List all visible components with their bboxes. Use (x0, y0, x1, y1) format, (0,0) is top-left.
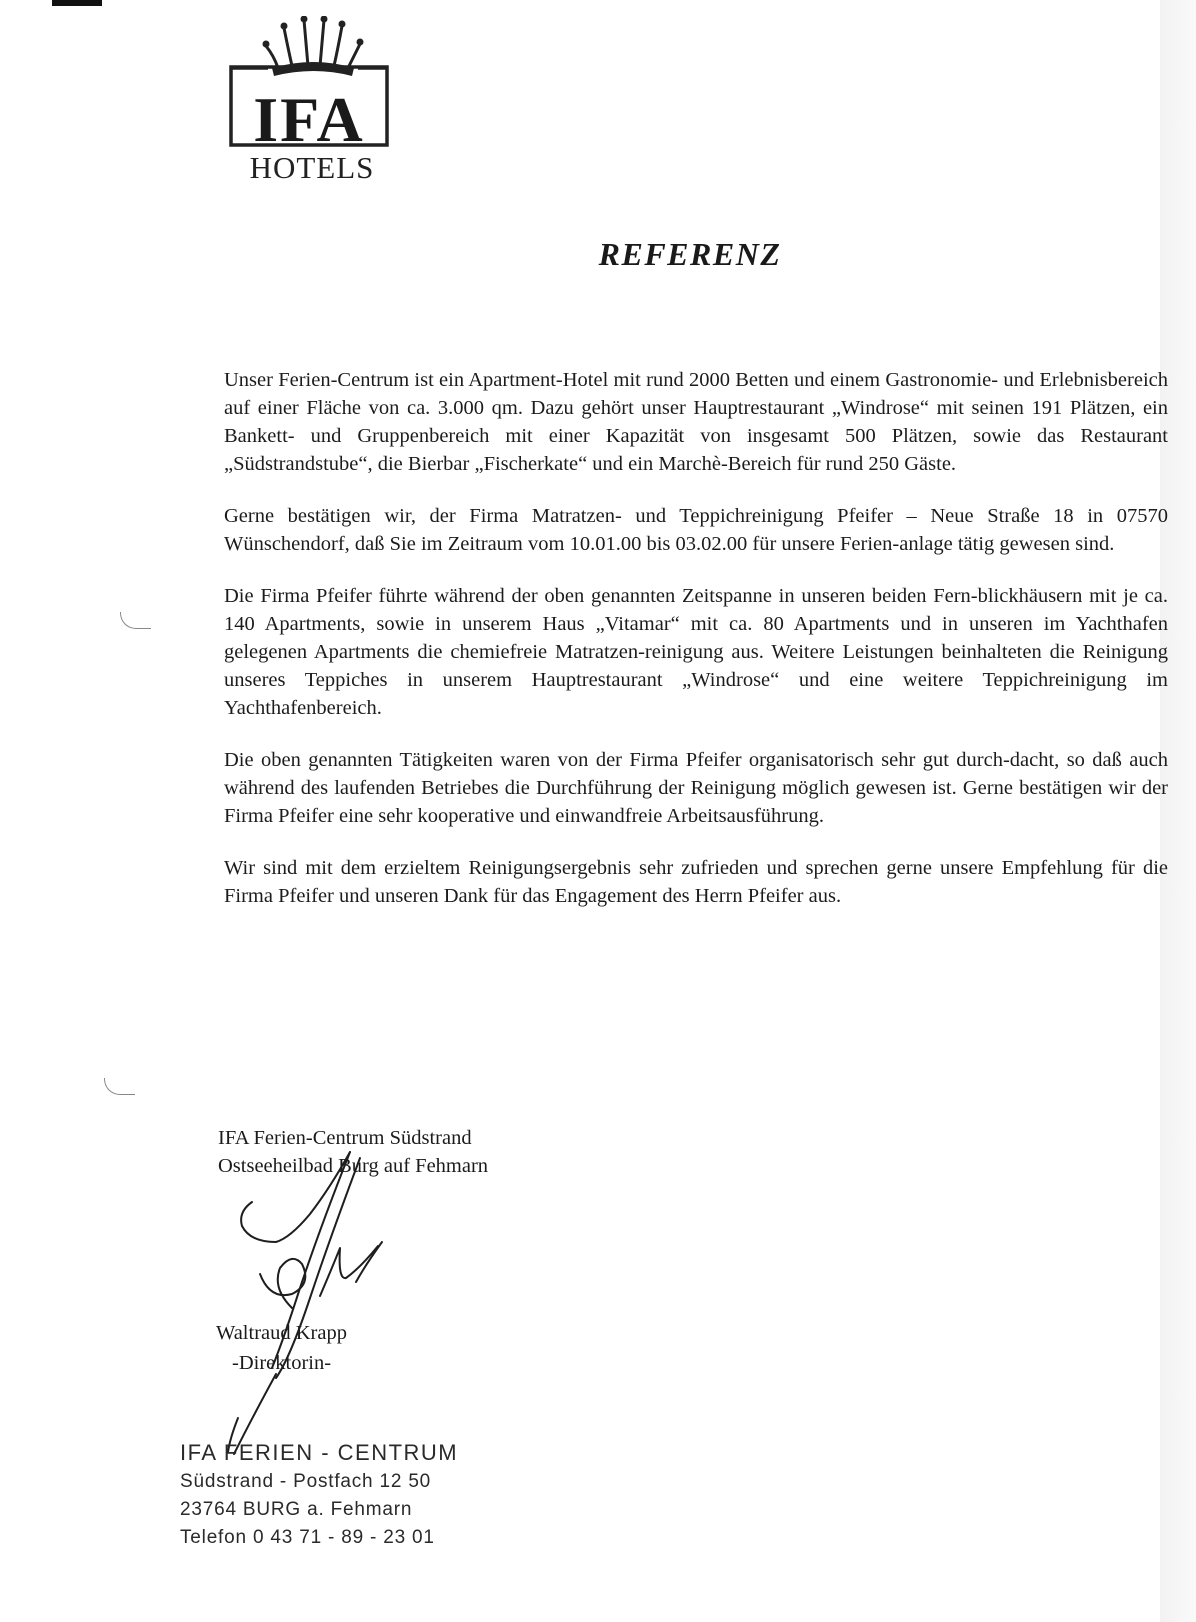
punch-hole-mark (120, 612, 151, 629)
closing-block (218, 1124, 488, 1180)
paragraph: Unser Ferien-Centrum ist ein Apartment-Hotel mit rund 2000 Betten und einem Gastronomie- und Erlebnisbereich auf einer Fläche von ca. 3.000 qm. Dazu gehört unser Hauptrestaurant „Windrose“ mit seinen 191 Plätzen, ein Bankett- und Gruppenbereich mit einer Kapazität von insgesamt 500 Plätzen, sowie das Restaurant „Südstrandstube“, die Bierbar „Fischerkate“ und ein Marchè-Bereich für rund 250 Gäste. (224, 369, 1168, 475)
letter-body (224, 366, 1168, 934)
logo-hotels-text: HOTELS (249, 150, 375, 185)
closing-line-2: Ostseeheilbad Burg auf Fehmarn (218, 1155, 489, 1177)
punch-hole-mark (104, 1078, 135, 1095)
company-stamp (180, 1438, 458, 1552)
crown-logo-icon (228, 16, 396, 150)
ifa-hotels-logo (228, 16, 396, 186)
signer-name: Waltraud Krapp (216, 1322, 347, 1344)
closing-line-1: IFA Ferien-Centrum Südstrand (218, 1127, 472, 1149)
signer-block (216, 1318, 347, 1378)
paragraph: Die oben genannten Tätigkeiten waren von der Firma Pfeifer organisatorisch sehr gut durch-dacht, so daß auch während des laufenden Betriebes die Durchführung der Reinigung möglich gewesen ist. Gerne bestätigen wir der Firma Pfeifer eine sehr kooperative und einwandfreie Arbeitsausführung. (224, 749, 1168, 827)
scan-edge-mark (52, 0, 102, 6)
svg-text:IFA: IFA (253, 84, 365, 150)
stamp-line-1: IFA FERIEN - CENTRUM (180, 1440, 459, 1465)
stamp-line-2: Südstrand - Postfach 12 50 (180, 1471, 432, 1492)
paragraph: Die Firma Pfeifer führte während der oben genannten Zeitspanne in unseren beiden Fern-blickhäusern mit je ca. 140 Apartments, sowie in unserem Haus „Vitamar“ mit ca. 80 Apartments und in unseren im Yachthafen gelegenen Apartments die chemiefreie Matratzen-reinigung aus. Weitere Leistungen beinhalteten die Reinigung unseres Teppiches in unserem Hauptrestaurant „Windrose“ und eine weitere Teppichreinigung im Yachthafenbereich. (224, 585, 1168, 719)
signer-role: -Direktorin- (232, 1352, 332, 1374)
paragraph: Gerne bestätigen wir, der Firma Matratzen- und Teppichreinigung Pfeifer – Neue Straße 18 in 07570 Wünschendorf, daß Sie im Zeitraum vom 10.01.00 bis 03.02.00 für unsere Ferien-anlage tätig gewesen sind. (224, 505, 1168, 555)
stamp-line-3: 23764 BURG a. Fehmarn (180, 1499, 413, 1520)
stamp-line-4: Telefon 0 43 71 - 89 - 23 01 (180, 1527, 435, 1548)
document-title: REFERENZ (598, 236, 782, 272)
paragraph: Wir sind mit dem erzieltem Reinigungsergebnis sehr zufrieden und sprechen gerne unsere Empfehlung für die Firma Pfeifer und unseren Dank für das Engagement des Herrn Pfeifer aus. (224, 857, 1168, 907)
